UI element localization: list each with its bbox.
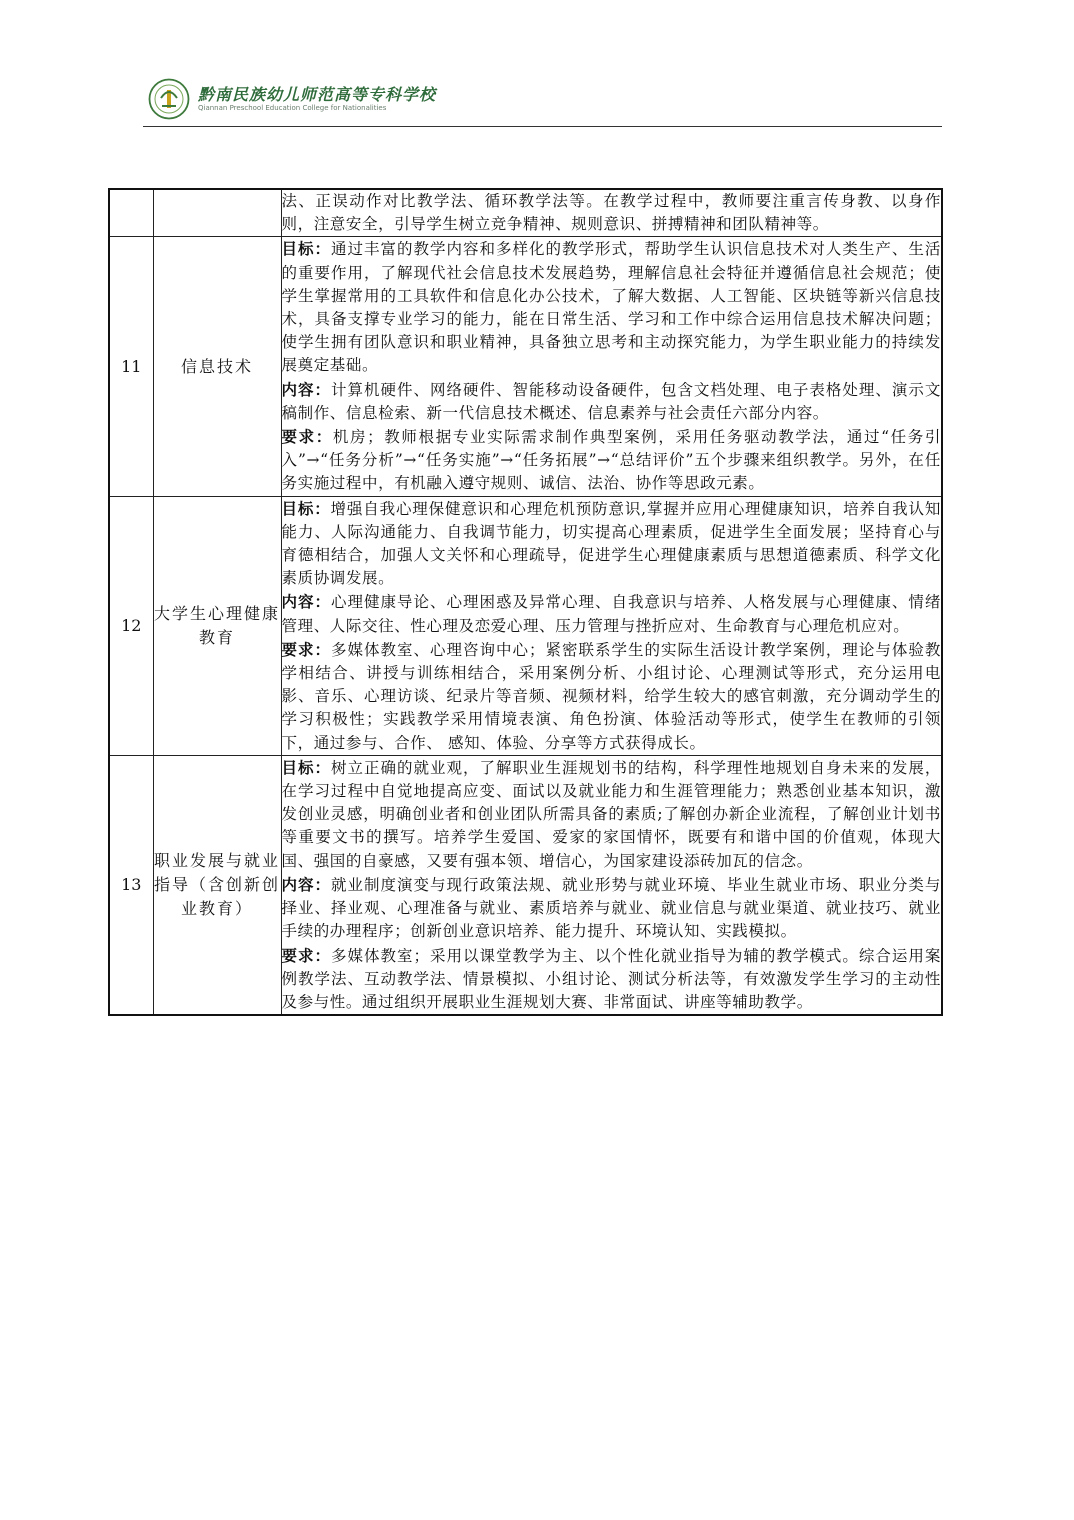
course-description (281, 755, 942, 1015)
section-label: 内容： (281, 379, 331, 399)
school-name-en: Qiannan Preschool Education College for Nationalities (198, 104, 387, 112)
section-text: 计算机硬件、网络硬件、智能移动设备硬件，包含文档处理、电子表格处理、演示文稿制作、信息检索、新一代信息技术概述、信息素养与社会责任六部分内容。 (281, 380, 941, 422)
header-divider (143, 126, 942, 127)
description-section (282, 873, 942, 944)
section-text: 机房；教师根据专业实际需求制作典型案例，采用任务驱动教学法，通过“任务引入”→“任务分析”→“任务实施”→“任务拓展”→“总结评价”五个步骤来组织教学。另外，在任务实施过程中，有机融入遵守规则、诚信、法治、协作等思政元素。 (281, 428, 941, 493)
section-text: 就业制度演变与现行政策法规、就业形势与就业环境、毕业生就业市场、职业分类与择业、择业观、心理准备与就业、素质培养与就业、就业信息与就业渠道、就业技巧、就业手续的办理程序；创新创业意识培养、能力提升、环境认知、实践模拟。 (281, 875, 941, 941)
course-name: 信息技术 (153, 237, 281, 496)
section-label: 要求： (281, 945, 331, 965)
section-text: 通过丰富的教学内容和多样化的教学形式，帮助学生认识信息技术对人类生产、生活的重要作用，了解现代社会信息技术发展趋势，理解信息社会特征并遵循信息社会规范；使学生掌握常用的工具软件和信息化办公技术，了解大数据、人工智能、区块链等新兴信息技术，具备支撑专业学习的能力，能在日常生活、学习和工作中综合运用信息技术解决问题；使学生拥有团队意识和职业精神，具备独立思考和主动探究能力，为学生职业能力的持续发展奠定基础。 (281, 240, 941, 375)
course-description (281, 189, 942, 237)
description-section (282, 944, 942, 1015)
school-name: 黔南民族幼儿师范高等专科学校 (198, 85, 437, 104)
description-section (282, 497, 942, 591)
section-text: 心理健康导论、心理困惑及异常心理、自我意识与培养、人格发展与心理健康、情绪管理、人际交往、性心理及恋爱心理、压力管理与挫折应对、生命教育与心理危机应对。 (281, 593, 941, 635)
course-number: 11 (109, 237, 153, 496)
section-label: 内容： (281, 874, 331, 894)
table-row (109, 237, 942, 496)
section-label: 目标： (281, 239, 331, 259)
school-logo-icon (148, 78, 190, 120)
section-text: 多媒体教室；采用以课堂教学为主、以个性化就业指导为辅的教学模式。综合运用案例教学法、互动教学法、情景模拟、小组讨论、测试分析法等，有效激发学生学习的主动性及参与性。通过组织开展职业生涯规划大赛、非常面试、讲座等辅助教学。 (281, 946, 941, 1011)
description-section (282, 237, 942, 377)
description-section (282, 756, 942, 873)
course-number: 12 (109, 496, 153, 755)
section-label: 要求： (281, 427, 333, 447)
table-row (109, 189, 942, 237)
course-number: 13 (109, 755, 153, 1015)
table-row (109, 496, 942, 755)
course-description (281, 496, 942, 755)
description-section (282, 590, 942, 637)
section-text: 法、正误动作对比教学法、循环教学法等。在教学过程中，教师要注重言传身教、以身作则，注意安全，引导学生树立竞争精神、规则意识、拼搏精神和团队精神等。 (281, 192, 941, 234)
table-row (109, 755, 942, 1015)
section-text: 树立正确的就业观，了解职业生涯规划书的结构，科学理性地规划自身未来的发展，在学习过程中自觉地提高应变、面试以及就业能力和生涯管理能力；熟悉创业基本知识，激发创业灵感，明确创业者和创业团队所需具备的素质;了解创办新企业流程，了解创业计划书等重要文书的撰写。培养学生爱国、爱家的家国情怀，既要有和谐中国的价值观，体现大国、强国的自豪感，又要有强本领、增信心，为国家建设添砖加瓦的信念。 (281, 758, 941, 870)
description-section (282, 378, 942, 425)
course-table (108, 188, 943, 1016)
section-label: 内容： (281, 592, 331, 612)
course-name: 大学生心理健康教育 (153, 496, 281, 755)
section-label: 要求： (281, 639, 331, 659)
course-name: 职业发展与就业指导（含创新创业教育） (153, 755, 281, 1015)
course-number (109, 189, 153, 237)
course-name (153, 189, 281, 237)
description-section (282, 638, 942, 755)
description-section (282, 190, 942, 236)
description-section (282, 425, 942, 496)
course-description (281, 237, 942, 496)
section-text: 增强自我心理保健意识和心理危机预防意识,掌握并应用心理健康知识，培养自我认知能力、人际沟通能力、自我调节能力，切实提高心理素质，促进学生全面发展；坚持育心与育德相结合，加强人文关怀和心理疏导，促进学生心理健康素质与思想道德素质、科学文化素质协调发展。 (281, 499, 941, 588)
section-text: 多媒体教室、心理咨询中心；紧密联系学生的实际生活设计教学案例，理论与体验教学相结合、讲授与训练相结合，采用案例分析、小组讨论、心理测试等形式，充分运用电影、音乐、心理访谈、纪录片等音频、视频材料，给学生较大的感官刺激，充分调动学生的学习积极性；实践教学采用情境表演、角色扮演、体验活动等形式，使学生在教师的引领下，通过参与、合作、 感知、体验、分享等方式获得成长。 (281, 640, 941, 752)
page-header (148, 76, 942, 124)
section-label: 目标： (281, 498, 331, 518)
section-label: 目标： (281, 757, 331, 777)
